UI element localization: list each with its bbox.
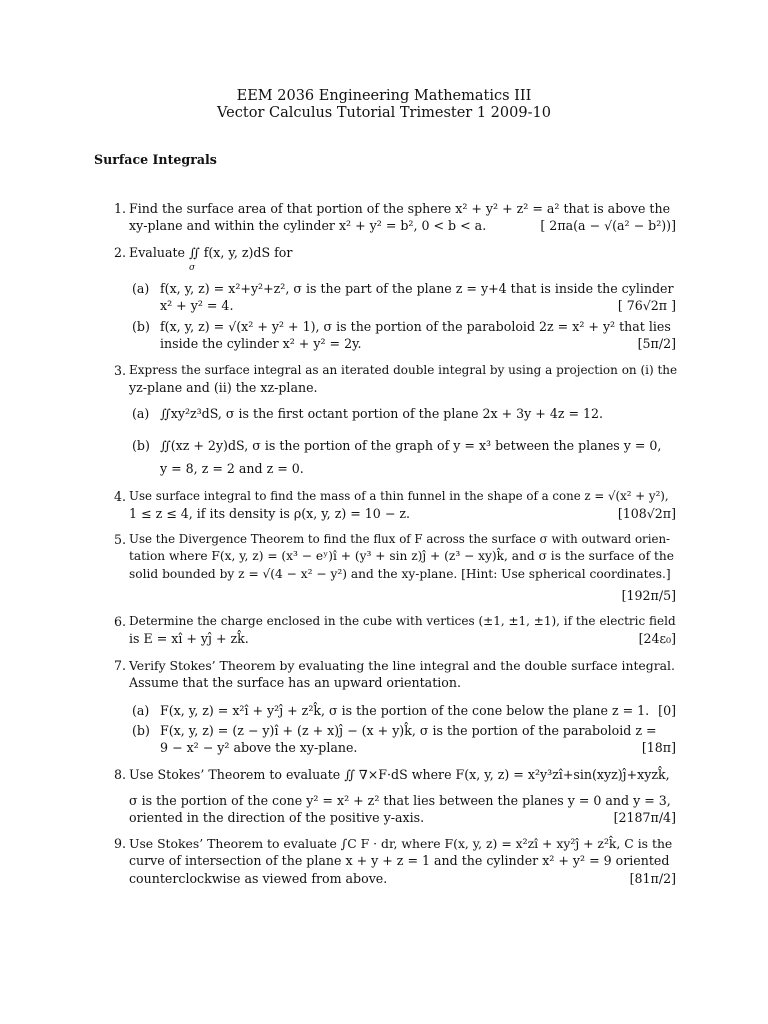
problem-text-line: 9 − x² − y² above the xy-plane. bbox=[160, 740, 358, 755]
problem-text-line: Evaluate ∬ f(x, y, z)dS for bbox=[129, 245, 293, 260]
problem-text-line: σ is the portion of the cone y² = x² + z² that lies between the planes y = 0 and y = 3, bbox=[129, 793, 671, 808]
problem-text-line: Use Stokes’ Theorem to evaluate ∬ ∇×F·dS where F(x, y, z) = x²y³zî+sin(xyz)ĵ+xyzk̂, bbox=[129, 767, 670, 782]
problem-number: 5. bbox=[113, 532, 126, 547]
problem-text-line: f(x, y, z) = x²+y²+z², σ is the part of the plane z = y+4 that is inside the cylinder bbox=[160, 281, 674, 296]
problem-text-line: tation where F(x, y, z) = (x³ − eʸ)î + (y³ + sin z)ĵ + (z³ − xy)k̂, and σ is the surface of the bbox=[129, 549, 674, 563]
problem-text-line: solid bounded by z = √(4 − x² − y²) and the xy-plane. [Hint: Use spherical coordinates.] bbox=[129, 567, 671, 581]
problem-number: 8. bbox=[113, 767, 126, 782]
answer: [24ε₀] bbox=[638, 631, 676, 646]
answer: [ 2πa(a − √(a² − b²))] bbox=[540, 218, 676, 233]
problem-text-line: inside the cylinder x² + y² = 2y. bbox=[160, 336, 362, 351]
problem-text-line: x² + y² = 4. bbox=[160, 298, 234, 313]
problem-text-line: yz-plane and (ii) the xz-plane. bbox=[129, 380, 318, 395]
problem-text-line: Express the surface integral as an iterated double integral by using a projection on (i) the bbox=[129, 363, 678, 377]
answer: [2187π/4] bbox=[613, 810, 676, 825]
sigma-subscript: σ bbox=[189, 263, 196, 273]
problem-text-line: Use the Divergence Theorem to find the flux of F across the surface σ with outward orien- bbox=[129, 532, 671, 546]
problem-text-line: F(x, y, z) = x²î + y²ĵ + z²k̂, σ is the portion of the cone below the plane z = 1. bbox=[160, 703, 650, 718]
problem-text-line: ∬(xz + 2y)dS, σ is the portion of the graph of y = x³ between the planes y = 0, bbox=[160, 438, 662, 453]
problem-number: 7. bbox=[113, 658, 126, 673]
problem-text-line: Determine the charge enclosed in the cube with vertices (±1, ±1, ±1), if the electric field bbox=[129, 614, 676, 628]
part-label: (b) bbox=[132, 319, 150, 334]
part-label: (a) bbox=[132, 281, 150, 296]
problem-text-line: Verify Stokes’ Theorem by evaluating the line integral and the double surface integral. bbox=[129, 658, 675, 673]
problem-number: 4. bbox=[113, 489, 126, 504]
problem-text-line: ∬xy²z³dS, σ is the first octant portion of the plane 2x + 3y + 4z = 12. bbox=[160, 406, 604, 421]
problem-text-line: counterclockwise as viewed from above. bbox=[129, 871, 388, 886]
problem-text-line: 1 ≤ z ≤ 4, if its density is ρ(x, y, z) = 10 − z. bbox=[129, 506, 411, 521]
problem-text-line: Use Stokes’ Theorem to evaluate ∫C F · dr, where F(x, y, z) = x²zî + xy²ĵ + z²k̂, C is the bbox=[129, 836, 673, 851]
problem-text-line: Assume that the surface has an upward orientation. bbox=[129, 675, 461, 690]
problem-text-line: y = 8, z = 2 and z = 0. bbox=[160, 461, 304, 476]
answer: [18π] bbox=[641, 740, 676, 755]
problem-number: 9. bbox=[113, 836, 126, 851]
problem-number: 3. bbox=[113, 363, 126, 378]
section-heading: Surface Integrals bbox=[94, 152, 217, 167]
answer: [ 76√2π ] bbox=[617, 298, 676, 313]
problem-text-line: oriented in the direction of the positive y-axis. bbox=[129, 810, 425, 825]
problem-text-line: Find the surface area of that portion of the sphere x² + y² + z² = a² that is above the bbox=[129, 201, 671, 216]
problem-number: 6. bbox=[113, 614, 126, 629]
part-label: (a) bbox=[132, 406, 150, 421]
answer: [81π/2] bbox=[629, 871, 676, 886]
problem-text-line: F(x, y, z) = (z − y)î + (z + x)ĵ − (x + y)k̂, σ is the portion of the paraboloid z = bbox=[160, 723, 657, 738]
part-label: (b) bbox=[132, 438, 150, 453]
problem-number: 2. bbox=[113, 245, 126, 260]
problem-text-line: Use surface integral to find the mass of a thin funnel in the shape of a cone z = √(x² + y²), bbox=[129, 489, 669, 503]
course-title: EEM 2036 Engineering Mathematics III bbox=[236, 88, 532, 104]
tutorial-subtitle: Vector Calculus Tutorial Trimester 1 2009-10 bbox=[217, 105, 551, 121]
problem-text-line: curve of intersection of the plane x + y + z = 1 and the cylinder x² + y² = 9 oriented bbox=[129, 853, 670, 868]
answer: [192π/5] bbox=[621, 588, 676, 603]
answer: [108√2π] bbox=[617, 506, 676, 521]
part-label: (a) bbox=[132, 703, 150, 718]
part-label: (b) bbox=[132, 723, 150, 738]
answer: [5π/2] bbox=[637, 336, 676, 351]
problem-text-line: is E = xî + yĵ + zk̂. bbox=[129, 631, 249, 646]
answer: [0] bbox=[658, 703, 676, 718]
problem-text-line: xy-plane and within the cylinder x² + y² = b², 0 < b < a. bbox=[129, 218, 487, 233]
problem-number: 1. bbox=[113, 201, 126, 216]
problem-text-line: f(x, y, z) = √(x² + y² + 1), σ is the portion of the paraboloid 2z = x² + y² that lies bbox=[160, 319, 671, 334]
